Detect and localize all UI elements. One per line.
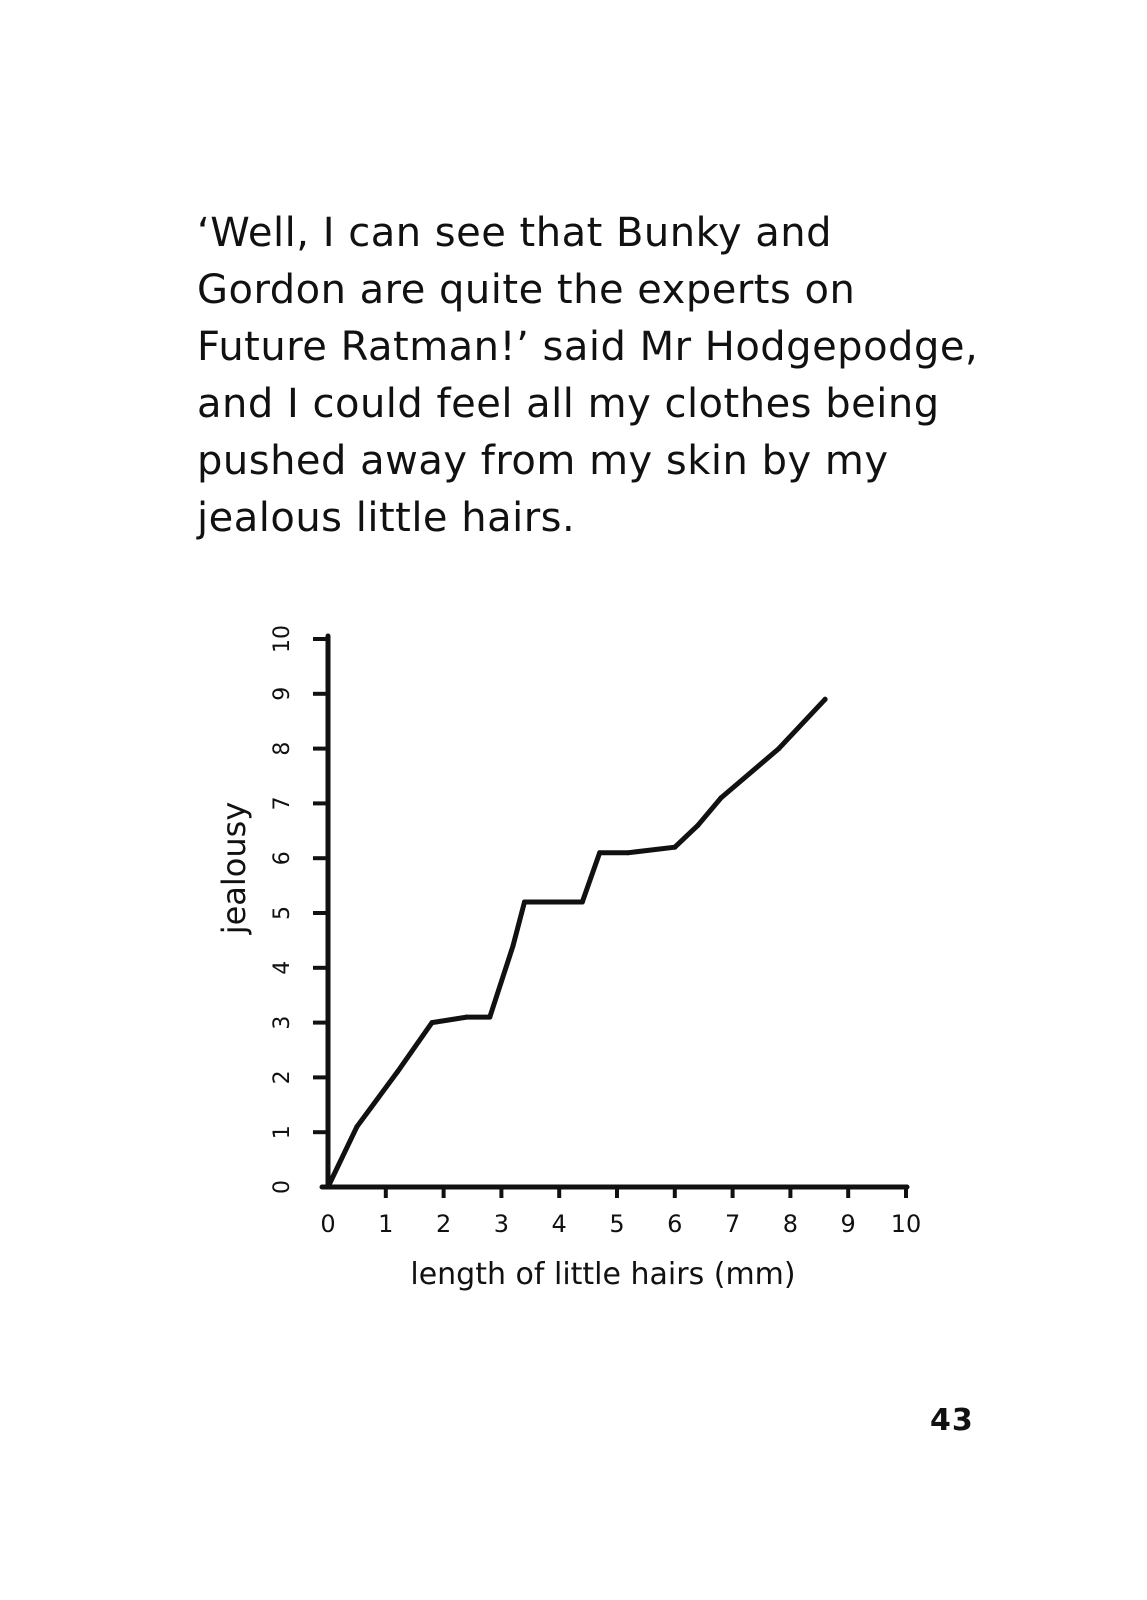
- passage-line: pushed away from my skin by my: [197, 438, 889, 484]
- series-point: [597, 850, 602, 855]
- passage-line: jealous little hairs.: [197, 495, 576, 541]
- passage-line: Future Ratman!’ said Mr Hodgepodge,: [197, 324, 979, 370]
- series-point: [672, 845, 677, 850]
- series-point: [430, 1020, 435, 1025]
- page-number: 43: [930, 1403, 974, 1438]
- y-tick-label: 4: [270, 960, 295, 975]
- y-tick-label: 1: [270, 1125, 295, 1140]
- x-tick-label: 5: [609, 1210, 625, 1238]
- passage-line: ‘Well, I can see that Bunky and: [197, 210, 833, 256]
- y-tick-label: 5: [270, 906, 295, 920]
- x-tick-label: 6: [667, 1210, 683, 1238]
- y-tick-label: 2: [270, 1070, 295, 1085]
- x-tick-label: 2: [435, 1210, 452, 1238]
- y-ticks: [270, 625, 329, 1194]
- series-point: [580, 900, 585, 905]
- x-tick-label: 1: [378, 1210, 394, 1238]
- y-tick-label: 6: [270, 851, 295, 866]
- y-tick-label: 0: [270, 1180, 295, 1194]
- x-ticks: [320, 1186, 921, 1238]
- x-tick-label: 10: [890, 1210, 922, 1238]
- series-point: [354, 1124, 359, 1129]
- series-point: [395, 1069, 400, 1074]
- y-tick-label: 8: [270, 741, 295, 756]
- series-point: [326, 1185, 331, 1190]
- y-tick-label: 9: [270, 686, 295, 701]
- y-tick-label: 3: [270, 1015, 295, 1030]
- series-point: [522, 900, 527, 905]
- series-point: [823, 697, 828, 702]
- series-point: [464, 1015, 469, 1020]
- series-point: [695, 823, 700, 828]
- series-point: [776, 746, 781, 751]
- x-tick-label: 0: [320, 1210, 336, 1238]
- x-axis-label: length of little hairs (mm): [410, 1257, 796, 1292]
- passage-line: Gordon are quite the experts on: [197, 267, 856, 313]
- x-tick-label: 8: [782, 1210, 799, 1238]
- y-tick-label: 10: [270, 625, 295, 653]
- x-tick-label: 3: [493, 1210, 510, 1238]
- series-point: [719, 795, 724, 800]
- x-tick-label: 7: [724, 1210, 741, 1238]
- y-axis-label: jealousy: [215, 801, 253, 935]
- y-tick-label: 7: [270, 796, 295, 811]
- series-point: [487, 1015, 492, 1020]
- jealousy-series-line: [328, 699, 825, 1187]
- passage-line: and I could feel all my clothes being: [197, 381, 940, 427]
- x-tick-label: 9: [840, 1210, 856, 1238]
- x-tick-label: 4: [551, 1210, 567, 1238]
- series-point: [626, 850, 631, 855]
- series-point: [511, 943, 516, 948]
